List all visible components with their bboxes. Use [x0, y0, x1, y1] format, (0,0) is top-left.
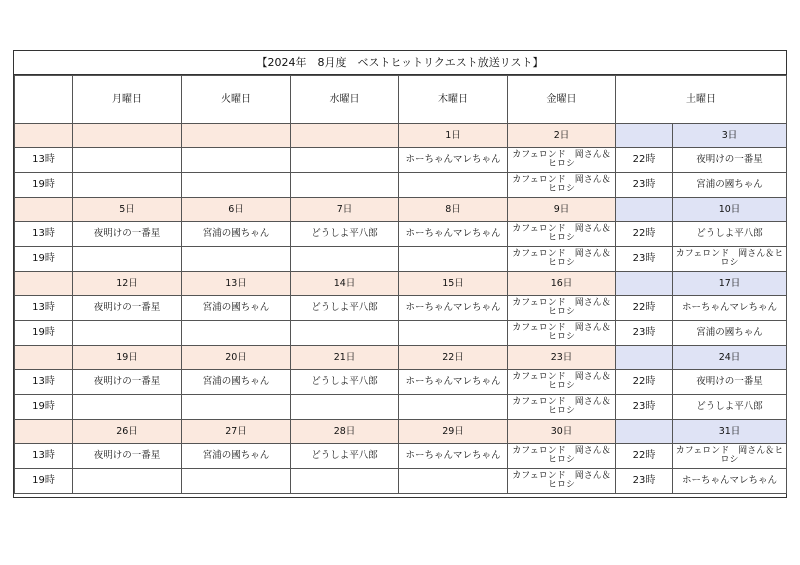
program-cell — [73, 148, 182, 173]
date-cell: 16日 — [508, 272, 616, 296]
time-slot-row — [15, 469, 787, 494]
program-cell: 宮浦の國ちゃん — [182, 370, 291, 395]
program-cell: カフェロンド 岡さん＆ヒロシ — [508, 444, 616, 469]
program-cell: 夜明けの一番星 — [73, 444, 182, 469]
time-label: 22時 — [616, 296, 673, 321]
program-cell: どうしよ平八郎 — [673, 222, 787, 247]
time-label: 19時 — [15, 321, 73, 346]
program-cell: カフェロンド 岡さん＆ヒロシ — [508, 296, 616, 321]
date-cell — [182, 124, 291, 148]
program-cell — [291, 469, 399, 494]
date-row-label — [15, 198, 73, 222]
date-cell: 10日 — [673, 198, 787, 222]
program-cell — [291, 173, 399, 198]
time-label: 22時 — [616, 222, 673, 247]
program-cell — [73, 173, 182, 198]
time-label: 23時 — [616, 247, 673, 272]
program-cell — [399, 469, 508, 494]
time-slot-row — [15, 148, 787, 173]
program-cell — [182, 173, 291, 198]
program-cell: 宮浦の國ちゃん — [182, 222, 291, 247]
time-label: 19時 — [15, 247, 73, 272]
date-cell: 1日 — [399, 124, 508, 148]
time-label: 23時 — [616, 173, 673, 198]
date-row — [15, 420, 787, 444]
time-label: 23時 — [616, 321, 673, 346]
program-cell: カフェロンド 岡さん＆ヒロシ — [508, 395, 616, 420]
time-label: 22時 — [616, 148, 673, 173]
program-cell — [399, 173, 508, 198]
corner-cell — [15, 76, 73, 124]
program-cell: ホーちゃんマレちゃん — [399, 222, 508, 247]
date-row-label — [15, 420, 73, 444]
program-cell: ホーちゃんマレちゃん — [399, 148, 508, 173]
time-label: 13時 — [15, 296, 73, 321]
program-cell: 夜明けの一番星 — [73, 222, 182, 247]
date-cell: 22日 — [399, 346, 508, 370]
time-label: 19時 — [15, 173, 73, 198]
program-cell: どうしよ平八郎 — [291, 222, 399, 247]
program-cell: ホーちゃんマレちゃん — [399, 444, 508, 469]
date-cell: 19日 — [73, 346, 182, 370]
program-cell: ホーちゃんマレちゃん — [673, 469, 787, 494]
program-cell: カフェロンド 岡さん＆ヒロシ — [508, 148, 616, 173]
date-row — [15, 272, 787, 296]
time-slot-row — [15, 247, 787, 272]
time-slot-row — [15, 444, 787, 469]
program-cell — [399, 395, 508, 420]
time-slot-row — [15, 222, 787, 247]
program-cell — [182, 395, 291, 420]
program-cell: どうしよ平八郎 — [673, 395, 787, 420]
date-row-label — [15, 272, 73, 296]
program-cell: ホーちゃんマレちゃん — [399, 296, 508, 321]
page-title: 【2024年 8月度 ベストヒットリクエスト放送リスト】 — [14, 51, 786, 75]
date-cell — [291, 124, 399, 148]
program-cell: カフェロンド 岡さん＆ヒロシ — [508, 173, 616, 198]
date-cell: 30日 — [508, 420, 616, 444]
program-cell: 夜明けの一番星 — [73, 296, 182, 321]
date-cell: 9日 — [508, 198, 616, 222]
time-label: 13時 — [15, 370, 73, 395]
time-slot-row — [15, 395, 787, 420]
time-slot-row — [15, 173, 787, 198]
date-cell: 12日 — [73, 272, 182, 296]
program-cell — [182, 321, 291, 346]
time-label: 19時 — [15, 469, 73, 494]
day-header-mon: 月曜日 — [73, 76, 182, 124]
program-cell — [291, 321, 399, 346]
program-cell — [73, 321, 182, 346]
program-cell — [182, 247, 291, 272]
program-cell — [73, 395, 182, 420]
date-row-label — [15, 346, 73, 370]
date-cell: 6日 — [182, 198, 291, 222]
date-cell: 8日 — [399, 198, 508, 222]
program-cell: 宮浦の國ちゃん — [673, 173, 787, 198]
time-label: 22時 — [616, 444, 673, 469]
program-cell — [73, 247, 182, 272]
date-cell-sat-spacer — [616, 124, 673, 148]
time-slot-row — [15, 296, 787, 321]
date-cell: 15日 — [399, 272, 508, 296]
program-cell: 夜明けの一番星 — [673, 148, 787, 173]
date-cell: 3日 — [673, 124, 787, 148]
program-cell: 夜明けの一番星 — [73, 370, 182, 395]
program-cell — [399, 321, 508, 346]
program-cell — [291, 148, 399, 173]
date-cell: 23日 — [508, 346, 616, 370]
program-cell: カフェロンド 岡さん＆ヒロシ — [508, 222, 616, 247]
time-label: 13時 — [15, 148, 73, 173]
date-cell: 13日 — [182, 272, 291, 296]
date-cell-sat-spacer — [616, 198, 673, 222]
date-cell-sat-spacer — [616, 346, 673, 370]
date-cell: 26日 — [73, 420, 182, 444]
date-row — [15, 346, 787, 370]
program-cell: カフェロンド 岡さん＆ヒロシ — [673, 247, 787, 272]
program-cell — [73, 469, 182, 494]
date-row — [15, 124, 787, 148]
date-cell: 28日 — [291, 420, 399, 444]
date-cell: 7日 — [291, 198, 399, 222]
program-cell: 宮浦の國ちゃん — [673, 321, 787, 346]
program-cell — [291, 247, 399, 272]
program-cell: 夜明けの一番星 — [673, 370, 787, 395]
date-cell: 31日 — [673, 420, 787, 444]
date-cell: 2日 — [508, 124, 616, 148]
program-cell: カフェロンド 岡さん＆ヒロシ — [508, 370, 616, 395]
program-cell: どうしよ平八郎 — [291, 296, 399, 321]
program-cell — [291, 395, 399, 420]
day-header-row — [15, 76, 787, 124]
program-cell: カフェロンド 岡さん＆ヒロシ — [508, 247, 616, 272]
day-header-fri: 金曜日 — [508, 76, 616, 124]
program-cell: カフェロンド 岡さん＆ヒロシ — [673, 444, 787, 469]
schedule-table — [14, 75, 787, 494]
time-label: 13時 — [15, 222, 73, 247]
date-cell: 20日 — [182, 346, 291, 370]
program-cell: どうしよ平八郎 — [291, 370, 399, 395]
day-header-wed: 水曜日 — [291, 76, 399, 124]
date-row-label — [15, 124, 73, 148]
date-cell: 14日 — [291, 272, 399, 296]
time-label: 23時 — [616, 395, 673, 420]
date-cell: 24日 — [673, 346, 787, 370]
date-cell-sat-spacer — [616, 272, 673, 296]
program-cell — [182, 148, 291, 173]
program-cell: ホーちゃんマレちゃん — [399, 370, 508, 395]
time-label: 22時 — [616, 370, 673, 395]
program-cell: ホーちゃんマレちゃん — [673, 296, 787, 321]
program-cell: どうしよ平八郎 — [291, 444, 399, 469]
time-label: 13時 — [15, 444, 73, 469]
date-cell: 5日 — [73, 198, 182, 222]
program-cell: 宮浦の國ちゃん — [182, 444, 291, 469]
time-label: 23時 — [616, 469, 673, 494]
program-cell — [399, 247, 508, 272]
day-header-sat: 土曜日 — [616, 76, 787, 124]
program-cell: カフェロンド 岡さん＆ヒロシ — [508, 469, 616, 494]
day-header-tue: 火曜日 — [182, 76, 291, 124]
date-cell: 17日 — [673, 272, 787, 296]
date-cell: 29日 — [399, 420, 508, 444]
date-cell: 21日 — [291, 346, 399, 370]
day-header-thu: 木曜日 — [399, 76, 508, 124]
program-cell: カフェロンド 岡さん＆ヒロシ — [508, 321, 616, 346]
schedule-sheet — [13, 50, 787, 498]
time-slot-row — [15, 370, 787, 395]
time-label: 19時 — [15, 395, 73, 420]
date-cell: 27日 — [182, 420, 291, 444]
date-row — [15, 198, 787, 222]
date-cell-sat-spacer — [616, 420, 673, 444]
time-slot-row — [15, 321, 787, 346]
program-cell — [182, 469, 291, 494]
date-cell — [73, 124, 182, 148]
program-cell: 宮浦の國ちゃん — [182, 296, 291, 321]
